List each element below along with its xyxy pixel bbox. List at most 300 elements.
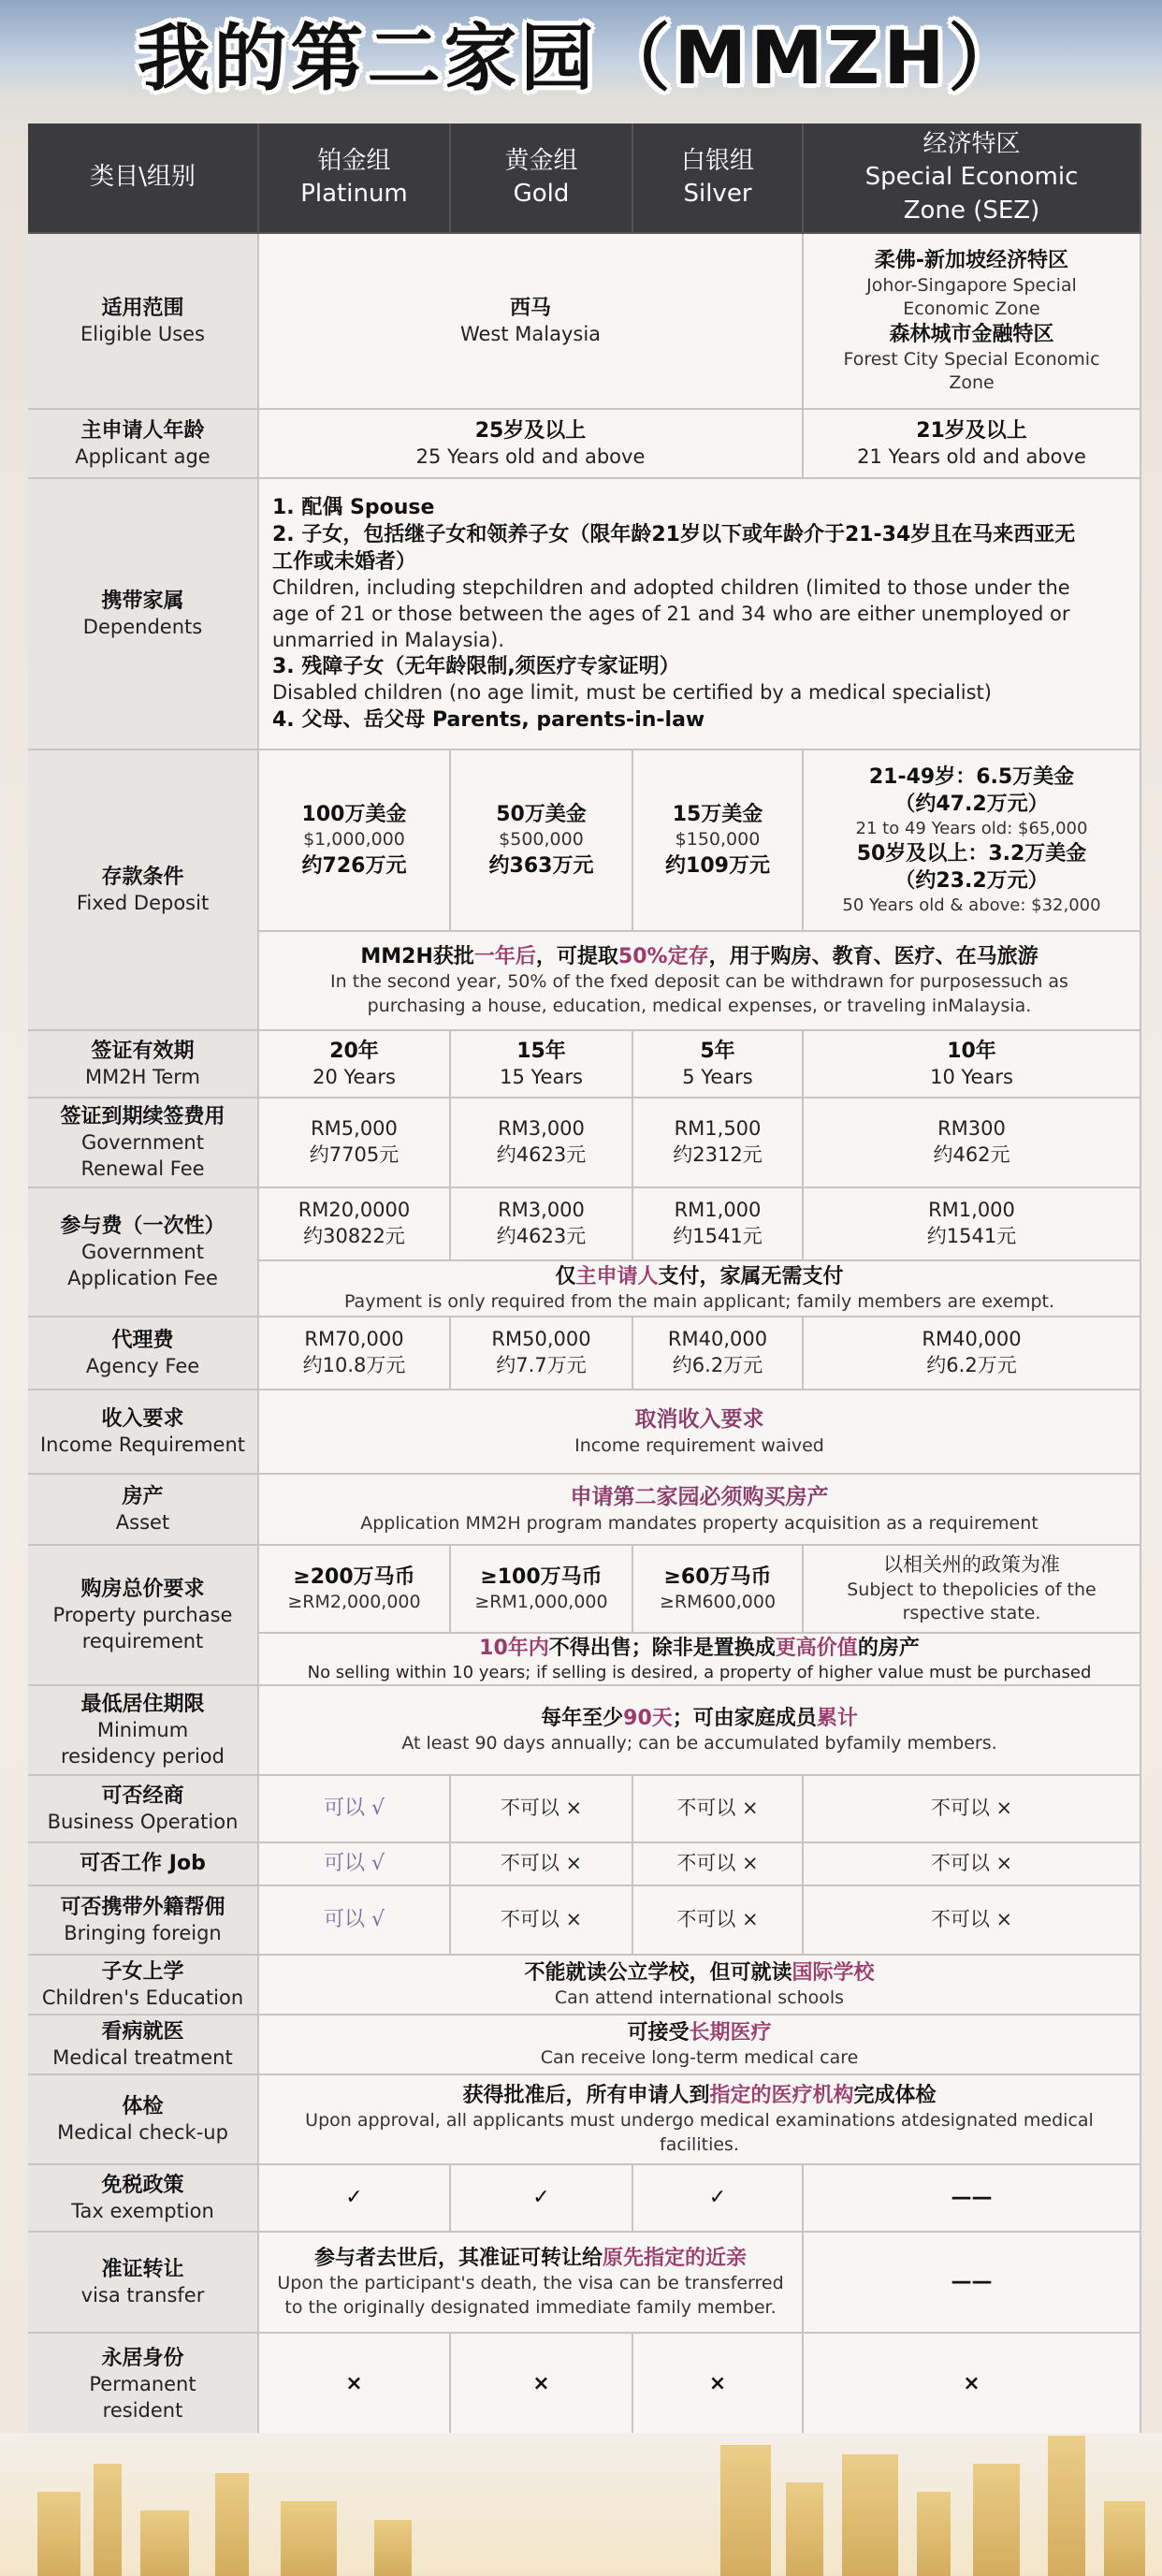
dependents-line: 2. 子女，包括继子女和领养子女（限年龄21岁以下或年龄介于21-34岁且在马来西亚无 <box>272 523 1076 547</box>
deposit-rmb: 约363万元 <box>488 853 594 878</box>
note-text: 不得出售；除非是置换成 <box>548 1636 776 1660</box>
label-cn: 存款条件 <box>101 865 184 889</box>
medical-detail <box>259 2016 1141 2075</box>
checkup-en: Upon approval, all applicants must undergo medical examinations atdesignated medical <box>305 2110 1094 2132</box>
dependents-detail <box>259 479 1141 750</box>
label-en: Permanent <box>89 2372 196 2395</box>
page-title-banner <box>0 0 1162 105</box>
fee-rm: RM1,000 <box>674 1199 762 1222</box>
age-sez-cn: 21岁及以上 <box>916 418 1027 443</box>
row-label-visa <box>28 2233 259 2334</box>
row-label-application <box>28 1188 259 1317</box>
property-cn: ≥200万马币 <box>293 1565 415 1589</box>
eligible-sez-1: 柔佛-新加坡经济特区 <box>874 248 1069 272</box>
tax-platinum <box>259 2165 451 2233</box>
fee-rmb: 约1541元 <box>673 1225 763 1247</box>
term-en: 15 Years <box>500 1065 583 1088</box>
dash-icon: —— <box>951 2270 993 2294</box>
eligible-sez-6: Zone <box>949 372 995 394</box>
label-en: Medical check-up <box>57 2120 228 2144</box>
tax-sez <box>804 2165 1141 2233</box>
term-en: 10 Years <box>930 1065 1013 1088</box>
fee-rmb: 约7705元 <box>309 1143 399 1166</box>
no-mark: 不可以 × <box>930 1797 1013 1820</box>
label-en: Government <box>81 1130 204 1154</box>
property-rm: ≥RM600,000 <box>659 1591 777 1612</box>
renewal-gold <box>451 1099 633 1188</box>
tax-gold <box>451 2165 633 2233</box>
label-en: Business Operation <box>47 1810 239 1833</box>
building-shape <box>215 2473 249 2576</box>
permanent-platinum <box>259 2334 451 2437</box>
fee-rm: RM1,500 <box>674 1117 762 1141</box>
header-platinum-cn: 铂金组 <box>317 146 391 175</box>
row-label-eligible <box>28 234 259 410</box>
property-rm: ≥RM1,000,000 <box>474 1591 608 1612</box>
property-sez <box>804 1546 1141 1634</box>
label-en: Agency Fee <box>85 1354 200 1377</box>
note-highlight: 一年后 <box>473 945 536 969</box>
renewal-sez <box>804 1099 1141 1188</box>
fee-rm: RM3,000 <box>498 1199 585 1222</box>
note-text: 获得批准后，所有申请人到 <box>462 2084 710 2108</box>
label-en: Medical treatment <box>52 2045 233 2069</box>
label-en: residency period <box>61 1744 225 1768</box>
permanent-sez <box>804 2334 1141 2437</box>
age-main <box>259 410 804 479</box>
fee-rm: RM40,000 <box>667 1328 768 1351</box>
deposit-note-en: In the second year, 50% of the fxed deposit can be withdrawn for purposessuch as <box>330 971 1068 993</box>
note-highlight: 主申请人 <box>575 1264 659 1288</box>
label-cn: 主申请人年龄 <box>80 418 205 443</box>
row-label-checkup <box>28 2075 259 2165</box>
asset-cn: 申请第二家园必须购买房产 <box>570 1485 829 1510</box>
header-sez-en-1: Special Economic <box>864 163 1079 192</box>
age-main-en: 25 Years old and above <box>415 444 646 468</box>
term-silver <box>633 1031 804 1099</box>
row-label-medical <box>28 2016 259 2075</box>
asset-en: Application MM2H program mandates property acquisition as a requirement <box>360 1512 1039 1534</box>
skyline-decoration <box>0 2433 1162 2576</box>
permanent-gold <box>451 2334 633 2437</box>
dependents-line: Children, including stepchildren and adopted children (limited to those under the <box>272 576 1070 600</box>
check-icon: ✓ <box>345 2186 363 2210</box>
deposit-rmb: 约109万元 <box>665 853 770 878</box>
label-cn: 购房总价要求 <box>80 1577 205 1601</box>
term-gold <box>451 1031 633 1099</box>
eligible-sez-2: Johor-Singapore Special <box>866 274 1077 296</box>
agency-gold <box>451 1317 633 1390</box>
age-sez <box>804 410 1141 479</box>
term-cn: 5年 <box>700 1039 735 1063</box>
eligible-main-cn: 西马 <box>509 296 551 320</box>
label-en: requirement <box>81 1629 204 1652</box>
label-en: Property purchase <box>52 1603 233 1626</box>
deposit-rmb: 约726万元 <box>301 853 407 878</box>
renewal-platinum <box>259 1099 451 1188</box>
income-cn: 取消收入要求 <box>634 1407 764 1433</box>
row-label-asset <box>28 1475 259 1546</box>
label-en: Dependents <box>82 615 203 638</box>
checkup-detail <box>259 2075 1141 2165</box>
eligible-sez-3: Economic Zone <box>903 298 1040 319</box>
medical-cn <box>627 2019 771 2046</box>
label-en: Fixed Deposit <box>76 891 210 914</box>
business-platinum <box>259 1776 451 1843</box>
eligible-main-en: West Malaysia <box>459 322 602 345</box>
note-highlight: 10年内 <box>479 1636 549 1660</box>
no-mark: 不可以 × <box>500 1797 583 1820</box>
deposit-usd: $1,000,000 <box>303 829 405 851</box>
label-en: Government <box>81 1240 204 1263</box>
term-en: 20 Years <box>312 1065 396 1088</box>
deposit-sez-line: 50 Years old & above: $32,000 <box>842 895 1101 916</box>
header-silver <box>633 124 804 234</box>
fee-rm: RM3,000 <box>498 1117 585 1141</box>
no-mark: 不可以 × <box>500 1908 583 1931</box>
header-category-text: 类目\组别 <box>90 163 196 192</box>
foreign-platinum <box>259 1886 451 1956</box>
row-label-foreign <box>28 1886 259 1956</box>
row-label-residency <box>28 1686 259 1776</box>
label-en: resident <box>102 2398 183 2422</box>
note-highlight: 累计 <box>816 1706 858 1730</box>
fee-rmb: 约462元 <box>933 1143 1010 1166</box>
fee-rm: RM70,000 <box>304 1328 404 1351</box>
tax-silver <box>633 2165 804 2233</box>
comparison-table <box>28 124 1141 2437</box>
building-shape <box>842 2454 898 2576</box>
label-cn: 子女上学 <box>101 1959 184 1984</box>
page-title: 我的第二家园（MMZH） <box>137 17 1025 101</box>
dependents-line: 1. 配偶 Spouse <box>272 495 435 519</box>
label-en: Application Fee <box>67 1266 218 1289</box>
header-platinum <box>259 124 451 234</box>
term-cn: 20年 <box>329 1039 379 1063</box>
permanent-silver <box>633 2334 804 2437</box>
eligible-main <box>259 234 804 410</box>
check-icon: ✓ <box>708 2186 727 2210</box>
note-text: 每年至少 <box>541 1706 624 1730</box>
agency-sez <box>804 1317 1141 1390</box>
note-text: MM2H获批 <box>360 945 474 969</box>
eligible-sez-5: Forest City Special Economic <box>843 349 1100 371</box>
label-en: MM2H Term <box>85 1065 200 1088</box>
business-gold <box>451 1776 633 1843</box>
building-shape <box>917 2492 951 2576</box>
label-en: Applicant age <box>75 444 211 468</box>
application-silver <box>633 1188 804 1261</box>
label-cn: 可否工作 Job <box>80 1852 206 1876</box>
property-gold <box>451 1546 633 1634</box>
note-text: 的房产 <box>857 1636 920 1660</box>
visa-en: to the originally designated immediate family member. <box>284 2296 777 2318</box>
checkup-cn <box>462 2082 936 2109</box>
term-sez <box>804 1031 1141 1099</box>
no-mark: 不可以 × <box>676 1852 759 1875</box>
deposit-sez-line: （约47.2万元） <box>894 793 1049 817</box>
education-en: Can attend international schools <box>554 1987 845 2008</box>
property-rm: ≥RM2,000,000 <box>287 1591 421 1612</box>
fee-rm: RM1,000 <box>928 1199 1015 1222</box>
building-shape <box>1048 2436 1085 2576</box>
label-cn: 参与费（一次性） <box>60 1214 225 1238</box>
row-label-education <box>28 1956 259 2016</box>
property-cn: ≥60万马币 <box>663 1565 772 1589</box>
deposit-sez-line: 21 to 49 Years old: $65,000 <box>855 819 1088 839</box>
dependents-line: 3. 残障子女（无年龄限制,须医疗专家证明） <box>272 655 680 679</box>
visa-detail <box>259 2233 804 2334</box>
label-en: Asset <box>115 1510 170 1534</box>
label-cn: 房产 <box>122 1484 164 1508</box>
row-label-dependents <box>28 479 259 750</box>
header-silver-en: Silver <box>683 180 752 208</box>
header-category <box>28 124 259 234</box>
fee-rmb: 约7.7万元 <box>496 1354 587 1376</box>
deposit-note-cn <box>360 943 1038 970</box>
visa-cn <box>314 2245 747 2272</box>
label-cn: 体检 <box>122 2094 164 2118</box>
deposit-sez-line: （约23.2万元） <box>894 869 1049 894</box>
property-cn: ≥100万马币 <box>480 1565 603 1589</box>
fee-rmb: 约6.2万元 <box>926 1354 1017 1376</box>
deposit-sez-line: 21-49岁：6.5万美金 <box>868 765 1075 790</box>
header-sez-cn: 经济特区 <box>922 130 1021 159</box>
application-note <box>259 1261 1141 1317</box>
row-label-age <box>28 410 259 479</box>
fee-rm: RM5,000 <box>311 1117 398 1141</box>
eligible-sez <box>804 234 1141 410</box>
agency-platinum <box>259 1317 451 1390</box>
asset-detail <box>259 1475 1141 1546</box>
note-text: 支付，家属无需支付 <box>658 1264 844 1288</box>
property-sez-line: rspective state. <box>902 1602 1041 1623</box>
medical-en: Can receive long-term medical care <box>540 2046 859 2068</box>
row-label-job <box>28 1843 259 1886</box>
age-main-cn: 25岁及以上 <box>474 418 587 443</box>
label-cn: 可否经商 <box>101 1783 184 1808</box>
term-cn: 15年 <box>516 1039 566 1063</box>
property-note-en: No selling within 10 years; if selling is desired, a property of higher value must be purchased <box>307 1662 1092 1682</box>
dependents-line: 工作或未婚者） <box>272 550 417 575</box>
term-en: 5 Years <box>682 1065 753 1088</box>
yes-mark: 可以 √ <box>323 1797 385 1821</box>
dash-icon: —— <box>951 2186 993 2210</box>
row-label-term <box>28 1031 259 1099</box>
note-highlight: 50%定存 <box>617 945 709 969</box>
business-silver <box>633 1776 804 1843</box>
label-en: Bringing foreign <box>64 1921 222 1944</box>
note-text: 参与者去世后，其准证可转让给 <box>313 2247 603 2271</box>
application-sez <box>804 1188 1141 1261</box>
building-shape <box>374 2520 412 2576</box>
label-en: visa transfer <box>80 2283 205 2307</box>
note-highlight: 原先指定的近亲 <box>603 2247 748 2271</box>
deposit-cn: 50万美金 <box>496 803 587 827</box>
yes-mark: 可以 √ <box>323 1908 385 1932</box>
note-text: 可接受 <box>627 2020 690 2045</box>
residency-detail <box>259 1686 1141 1776</box>
checkup-en: facilities. <box>660 2133 739 2155</box>
fee-rmb: 约4623元 <box>496 1225 587 1247</box>
note-highlight: 国际学校 <box>792 1960 875 1985</box>
building-shape <box>973 2464 1020 2576</box>
fee-rmb: 约4623元 <box>496 1143 587 1166</box>
label-en: Income Requirement <box>39 1433 245 1456</box>
fee-rmb: 约2312元 <box>673 1143 763 1166</box>
label-cn: 看病就医 <box>101 2019 184 2044</box>
cross-icon: × <box>345 2372 363 2396</box>
check-icon: ✓ <box>532 2186 550 2210</box>
note-text: 完成体检 <box>853 2084 937 2108</box>
header-sez-en-2: Zone (SEZ) <box>903 196 1040 225</box>
label-en: Eligible Uses <box>80 322 206 345</box>
job-sez <box>804 1843 1141 1886</box>
visa-sez <box>804 2233 1141 2334</box>
label-cn: 最低居住期限 <box>80 1692 205 1716</box>
no-mark: 不可以 × <box>676 1908 759 1931</box>
building-shape <box>1104 2501 1145 2576</box>
no-mark: 不可以 × <box>676 1797 759 1820</box>
dependents-line: unmarried in Malaysia). <box>272 628 505 651</box>
application-note-en: Payment is only required from the main applicant; family members are exempt. <box>343 1290 1055 1312</box>
row-label-income <box>28 1390 259 1475</box>
job-silver <box>633 1843 804 1886</box>
cross-icon: × <box>963 2372 980 2396</box>
label-cn: 适用范围 <box>101 296 184 320</box>
dependents-line: 4. 父母、岳父母 Parents, parents-in-law <box>272 707 705 732</box>
fee-rm: RM300 <box>937 1117 1006 1141</box>
note-text: 仅 <box>555 1264 576 1288</box>
dependents-line: age of 21 or those between the ages of 21 and 34 who are either unemployed or <box>272 602 1070 625</box>
building-shape <box>720 2445 771 2576</box>
property-note <box>259 1634 1141 1686</box>
note-text: 不能就读公立学校，但可就读 <box>524 1960 792 1985</box>
deposit-usd: $500,000 <box>499 829 584 851</box>
term-platinum <box>259 1031 451 1099</box>
no-mark: 不可以 × <box>500 1852 583 1875</box>
label-en: Tax exemption <box>71 2199 214 2222</box>
fee-rmb: 约30822元 <box>303 1225 405 1247</box>
no-mark: 不可以 × <box>930 1908 1013 1931</box>
deposit-cn: 100万美金 <box>301 803 407 827</box>
label-cn: 签证有效期 <box>91 1039 195 1063</box>
education-detail <box>259 1956 1141 2016</box>
label-cn: 准证转让 <box>101 2257 184 2281</box>
agency-silver <box>633 1317 804 1390</box>
note-highlight: 长期医疗 <box>689 2020 772 2045</box>
job-platinum <box>259 1843 451 1886</box>
row-label-agency <box>28 1317 259 1390</box>
fee-rm: RM40,000 <box>922 1328 1022 1351</box>
education-cn <box>524 1959 874 1987</box>
header-gold-cn: 黄金组 <box>504 146 578 175</box>
cross-icon: × <box>708 2372 727 2396</box>
note-highlight: 更高价值 <box>775 1636 858 1660</box>
fee-rmb: 约1541元 <box>926 1225 1017 1247</box>
fee-rmb: 约10.8万元 <box>302 1354 406 1376</box>
deposit-platinum <box>259 750 451 932</box>
application-note-cn <box>555 1263 843 1290</box>
label-cn: 永居身份 <box>101 2346 184 2370</box>
residency-cn <box>541 1705 858 1732</box>
building-shape <box>786 2482 823 2576</box>
property-platinum <box>259 1546 451 1634</box>
header-sez <box>804 124 1141 234</box>
deposit-gold <box>451 750 633 932</box>
fee-rm: RM20,0000 <box>298 1199 411 1222</box>
header-platinum-en: Platinum <box>300 180 408 208</box>
building-shape <box>140 2511 189 2576</box>
deposit-note-en: purchasing a house, education, medical expenses, or traveling inMalaysia. <box>367 995 1032 1016</box>
deposit-cn: 15万美金 <box>672 803 763 827</box>
yes-mark: 可以 √ <box>323 1852 385 1876</box>
renewal-silver <box>633 1099 804 1188</box>
term-cn: 10年 <box>947 1039 996 1063</box>
business-sez <box>804 1776 1141 1843</box>
income-detail <box>259 1390 1141 1475</box>
deposit-silver <box>633 750 804 932</box>
building-shape <box>281 2501 337 2576</box>
fee-rmb: 约6.2万元 <box>672 1354 763 1376</box>
row-label-business <box>28 1776 259 1843</box>
residency-en: At least 90 days annually; can be accumulated byfamily members. <box>401 1732 997 1754</box>
foreign-gold <box>451 1886 633 1956</box>
building-shape <box>94 2464 122 2576</box>
property-silver <box>633 1546 804 1634</box>
note-text: ，用于购房、教育、医疗、在马旅游 <box>708 945 1039 969</box>
label-cn: 免税政策 <box>101 2173 184 2197</box>
label-cn: 收入要求 <box>101 1406 184 1431</box>
note-highlight: 指定的医疗机构 <box>709 2084 854 2108</box>
row-label-permanent <box>28 2334 259 2437</box>
visa-en: Upon the participant's death, the visa can be transferred <box>277 2273 784 2294</box>
row-label-tax <box>28 2165 259 2233</box>
label-cn: 携带家属 <box>101 589 184 613</box>
row-label-renewal <box>28 1099 259 1188</box>
property-note-cn <box>479 1635 920 1662</box>
building-shape <box>37 2492 80 2576</box>
job-gold <box>451 1843 633 1886</box>
header-gold <box>451 124 633 234</box>
income-en: Income requirement waived <box>574 1434 824 1456</box>
deposit-sez-line: 50岁及以上：3.2万美金 <box>856 842 1087 866</box>
cross-icon: × <box>532 2372 550 2396</box>
deposit-sez <box>804 750 1141 932</box>
row-label-property <box>28 1546 259 1686</box>
application-platinum <box>259 1188 451 1261</box>
header-gold-en: Gold <box>513 180 570 208</box>
header-silver-cn: 白银组 <box>680 146 754 175</box>
note-text: ；可由家庭成员 <box>672 1706 817 1730</box>
deposit-note <box>259 932 1141 1031</box>
foreign-sez <box>804 1886 1141 1956</box>
property-sez-line: 以相关州的政策为准 <box>883 1553 1060 1577</box>
eligible-sez-4: 森林城市金融特区 <box>889 323 1054 346</box>
note-text: ，可提取 <box>535 945 618 969</box>
dependents-line: Disabled children (no age limit, must be certified by a medical specialist) <box>272 681 992 705</box>
no-mark: 不可以 × <box>930 1852 1013 1875</box>
property-sez-line: Subject to thepolicies of the <box>847 1579 1097 1600</box>
row-label-deposit <box>28 750 259 1031</box>
foreign-silver <box>633 1886 804 1956</box>
age-sez-en: 21 Years old and above <box>857 444 1086 468</box>
label-en: Children's Education <box>41 1986 244 2009</box>
deposit-usd: $150,000 <box>675 829 761 851</box>
label-cn: 代理费 <box>111 1328 174 1352</box>
application-gold <box>451 1188 633 1261</box>
label-en: Minimum <box>96 1718 189 1741</box>
